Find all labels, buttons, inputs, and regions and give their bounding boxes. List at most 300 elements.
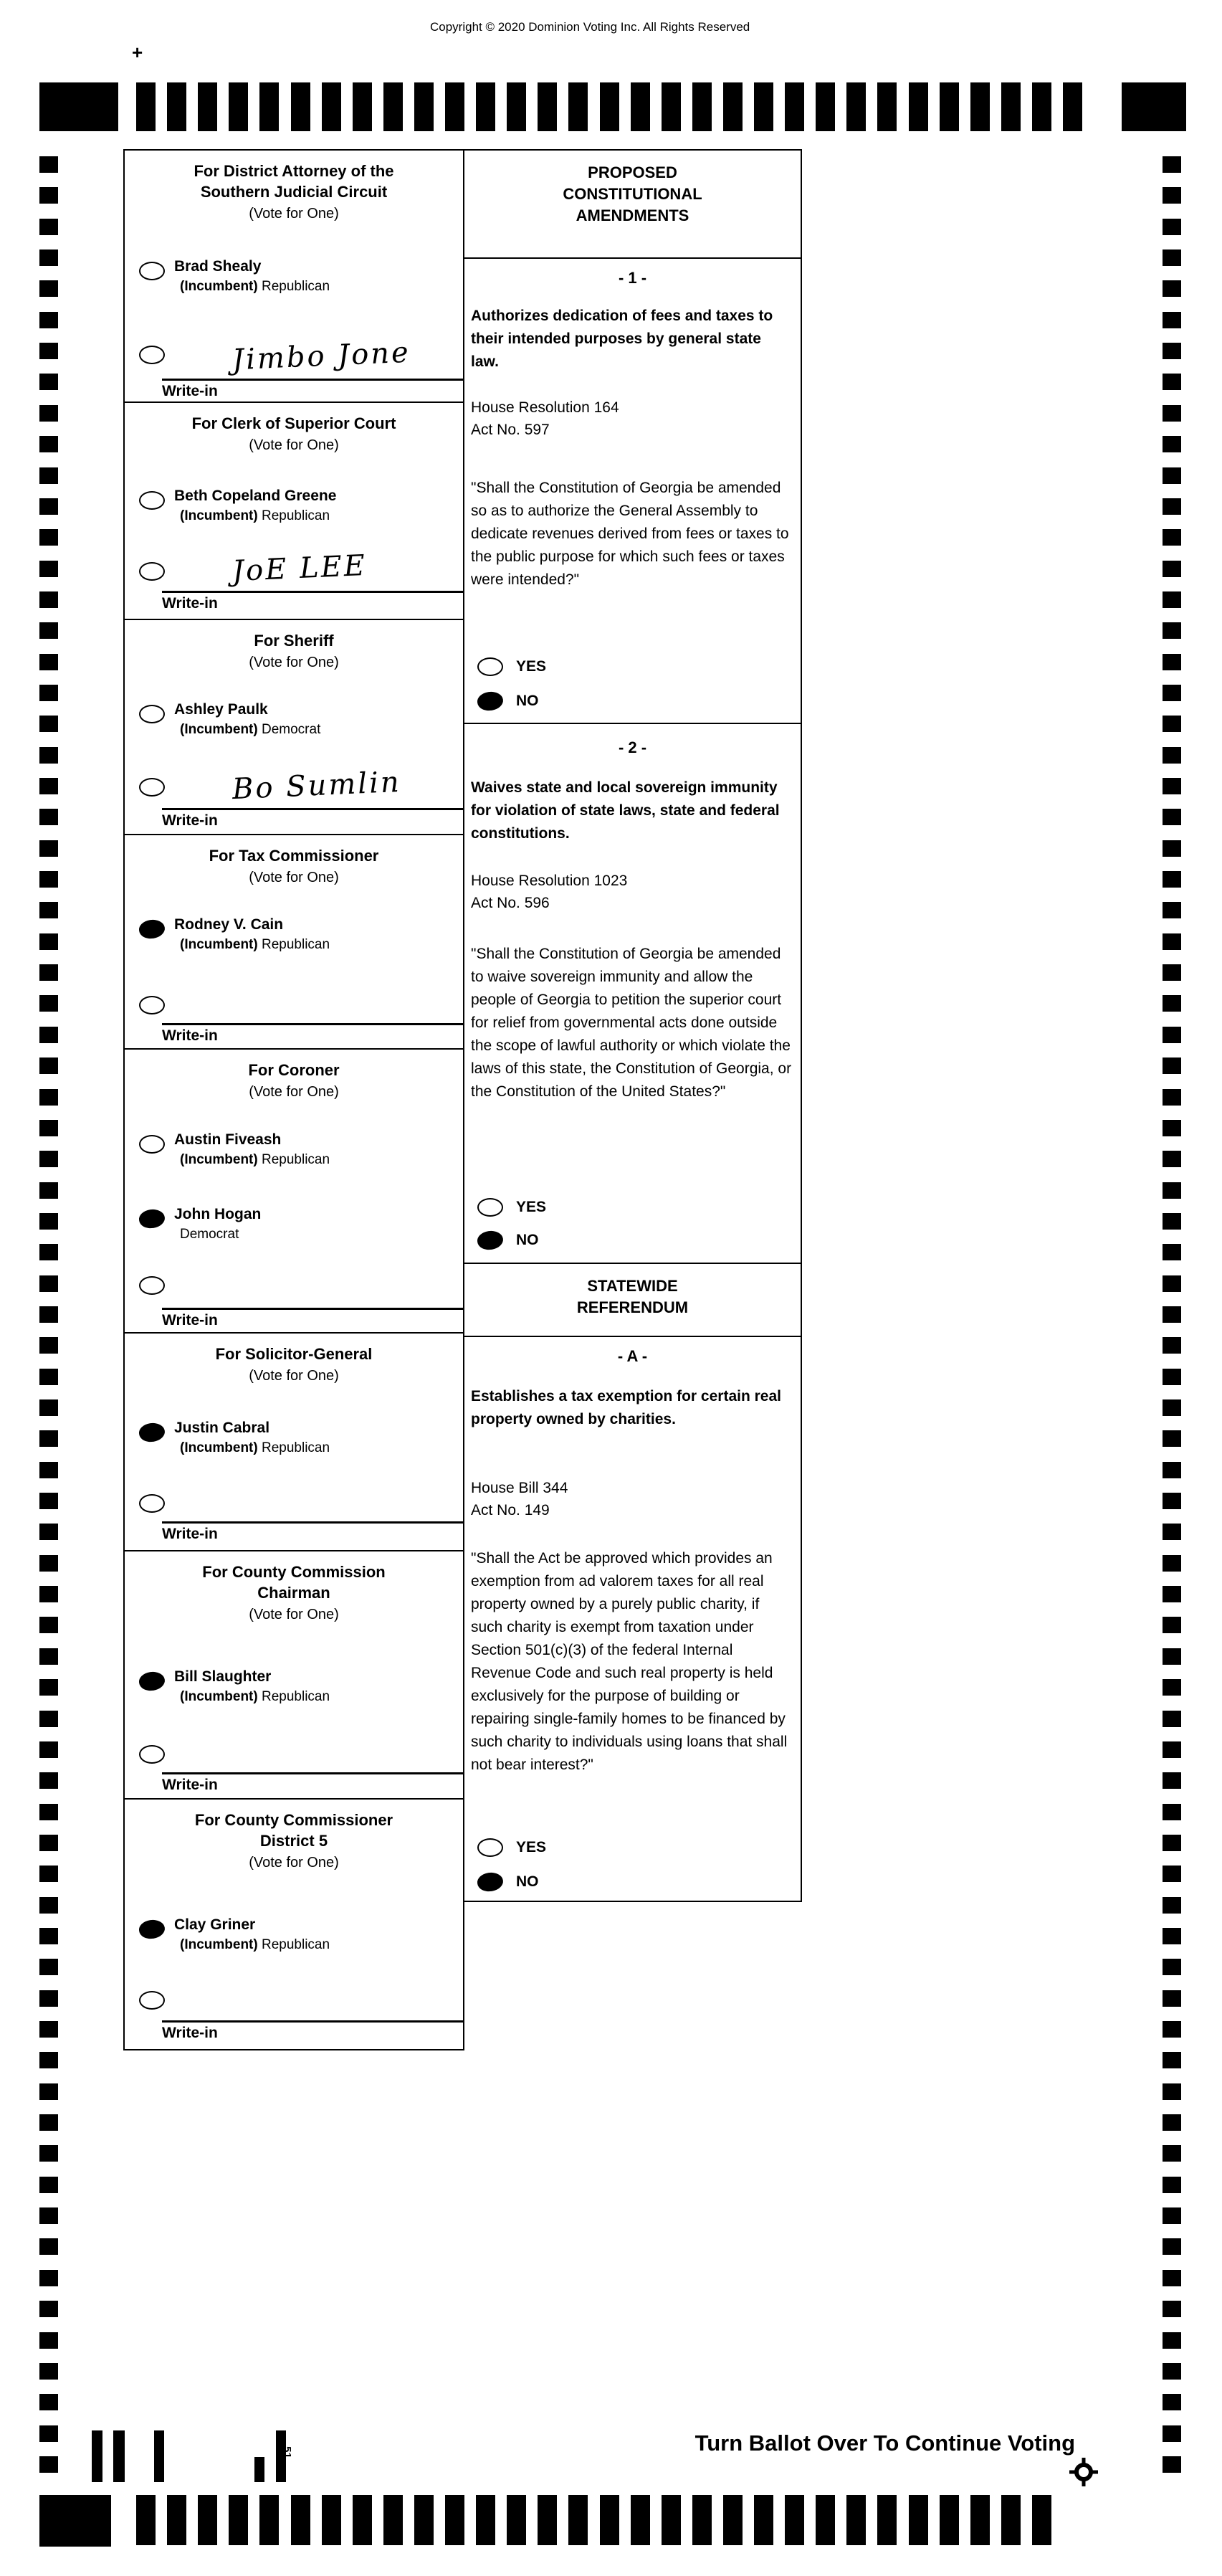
- timing-mark: [39, 82, 118, 131]
- incumbent-label: (Incumbent): [180, 1152, 258, 1167]
- timing-mark: [39, 685, 58, 701]
- timing-mark: [39, 2083, 58, 2100]
- timing-mark: [39, 1430, 58, 1447]
- oval-bill-slaughter[interactable]: [138, 1670, 166, 1693]
- measure-section-a: [464, 1337, 801, 1904]
- measure-reference: [471, 870, 792, 914]
- timing-mark: [1032, 2495, 1051, 2545]
- candidate-text: [174, 1668, 330, 1705]
- candidate-name: Bill Slaughter: [174, 1668, 272, 1685]
- race-section-for-solicitor-general: [125, 1334, 463, 1551]
- timing-mark: [1163, 1617, 1181, 1633]
- oval-austin-fiveash[interactable]: [139, 1135, 165, 1154]
- incumbent-label: (Incumbent): [180, 1689, 258, 1704]
- timing-mark: [1163, 374, 1181, 390]
- measure-reference: [471, 1477, 792, 1521]
- timing-mark: [322, 2495, 341, 2545]
- write-in-label: Write-in: [162, 2025, 218, 2041]
- timing-mark: [785, 82, 804, 131]
- timing-mark: [1163, 1027, 1181, 1043]
- timing-mark: [1163, 1399, 1181, 1416]
- timing-mark: [846, 2495, 866, 2545]
- write-in-line[interactable]: [162, 2020, 463, 2023]
- candidate-text: [174, 916, 330, 953]
- timing-mark: [39, 1772, 58, 1789]
- write-in-line[interactable]: [162, 1308, 463, 1310]
- race-title: For County Commissioner: [194, 1811, 393, 1829]
- candidate-party: [180, 1936, 330, 1953]
- timing-mark: [507, 2495, 526, 2545]
- timing-mark: [414, 2495, 434, 2545]
- timing-mark: [1032, 82, 1051, 131]
- race-title: For County Commission: [202, 1563, 386, 1581]
- timing-mark: [39, 809, 58, 825]
- timing-mark: [1163, 2363, 1181, 2380]
- timing-mark: [383, 2495, 403, 2545]
- timing-mark: [39, 1586, 58, 1602]
- measure-summary: Authorizes dedication of fees and taxes to their intended purposes by general state law.: [471, 308, 773, 370]
- section-heading-line: REFERENDUM: [576, 1298, 689, 1316]
- timing-mark: [39, 1337, 58, 1354]
- timing-mark: [970, 82, 990, 131]
- write-in-handwriting: JoE LEE: [231, 548, 368, 589]
- race-section-for-county-commission-chairman: [125, 1551, 463, 1800]
- timing-mark: [39, 2495, 111, 2547]
- timing-mark: [291, 82, 310, 131]
- write-in-handwriting: Jimbo Jone: [231, 336, 411, 377]
- candidate-party: [180, 721, 320, 738]
- timing-mark: [39, 529, 58, 546]
- measure-number: - 2 -: [618, 738, 647, 756]
- timing-mark: [39, 1306, 58, 1323]
- race-title: Chairman: [257, 1584, 330, 1602]
- timing-mark: [1163, 561, 1181, 577]
- race-header: [125, 835, 463, 888]
- timing-mark: [39, 1555, 58, 1572]
- oval-yes-a[interactable]: [477, 1838, 503, 1857]
- timing-mark: [1163, 2207, 1181, 2224]
- timing-mark: [877, 82, 897, 131]
- timing-mark: [1163, 902, 1181, 918]
- timing-mark: [723, 82, 743, 131]
- timing-mark: [167, 2495, 186, 2545]
- race-title: For Coroner: [248, 1061, 340, 1079]
- party-name: Republican: [262, 1689, 330, 1704]
- timing-mark: [600, 2495, 619, 2545]
- timing-mark: [39, 2394, 58, 2410]
- race-header: [125, 620, 463, 672]
- timing-mark: [1163, 2301, 1181, 2317]
- timing-mark: [1163, 280, 1181, 297]
- timing-mark: [39, 1089, 58, 1106]
- timing-mark: [39, 343, 58, 359]
- timing-mark: [909, 82, 928, 131]
- timing-mark: [445, 82, 464, 131]
- timing-mark: [1163, 343, 1181, 359]
- registration-plus-mark: +: [132, 42, 143, 63]
- timing-mark: [1163, 2052, 1181, 2068]
- timing-mark: [39, 1959, 58, 1975]
- measure-reference-line: Act No. 149: [471, 1502, 550, 1518]
- candidate-party: [180, 936, 330, 953]
- timing-mark: [1163, 498, 1181, 515]
- candidate-name: Justin Cabral: [174, 1420, 270, 1436]
- measure-reference-line: Act No. 596: [471, 895, 550, 911]
- timing-mark: [692, 82, 712, 131]
- timing-mark: [39, 249, 58, 266]
- timing-mark: [39, 219, 58, 235]
- timing-mark: [1163, 964, 1181, 981]
- timing-mark: [723, 2495, 743, 2545]
- no-label: NO: [516, 1873, 539, 1890]
- timing-mark: [1163, 1337, 1181, 1354]
- timing-mark: [816, 82, 835, 131]
- timing-mark: [39, 1835, 58, 1851]
- vote-for-instruction: (Vote for One): [249, 1607, 339, 1622]
- timing-mark: [1163, 1058, 1181, 1074]
- candidate-name: Brad Shealy: [174, 258, 262, 275]
- party-name: Republican: [262, 1937, 330, 1952]
- vote-for-instruction: (Vote for One): [249, 655, 339, 670]
- timing-mark: [39, 561, 58, 577]
- timing-mark: [1163, 467, 1181, 484]
- race-title: For Tax Commissioner: [209, 847, 379, 865]
- timing-mark: [39, 1399, 58, 1416]
- vote-for-instruction: (Vote for One): [249, 870, 339, 885]
- candidate-text: [174, 700, 320, 738]
- timing-mark: [39, 498, 58, 515]
- timing-mark: [259, 2495, 279, 2545]
- candidate-row: [139, 257, 459, 295]
- oval-no-a[interactable]: [476, 1871, 504, 1893]
- timing-mark: [1163, 1244, 1181, 1260]
- yes-row: [477, 1838, 546, 1857]
- write-in-line[interactable]: [162, 379, 463, 381]
- timing-mark: [229, 2495, 248, 2545]
- timing-mark: [1163, 1679, 1181, 1696]
- timing-mark: [39, 1866, 58, 1882]
- timing-mark: [136, 2495, 156, 2545]
- timing-mark: [39, 2052, 58, 2068]
- timing-mark: [1163, 1430, 1181, 1447]
- candidate-row: [139, 1131, 459, 1168]
- candidate-row: [139, 487, 459, 524]
- timing-mark: [39, 1928, 58, 1944]
- oval-rodney-v-cain[interactable]: [138, 918, 166, 941]
- yes-label: YES: [516, 658, 547, 675]
- timing-mark: [39, 2177, 58, 2193]
- write-in-line[interactable]: [162, 1772, 463, 1774]
- timing-mark: [414, 82, 434, 131]
- timing-mark: [1163, 1462, 1181, 1478]
- race-header: [125, 1334, 463, 1386]
- timing-mark: [39, 2301, 58, 2317]
- timing-mark: [1163, 654, 1181, 670]
- timing-mark: [1163, 1866, 1181, 1882]
- timing-mark: [1163, 405, 1181, 422]
- measure-reference-line: House Resolution 164: [471, 399, 619, 416]
- timing-mark: [1163, 2456, 1181, 2473]
- timing-mark: [1163, 591, 1181, 608]
- stub-bar: [154, 2430, 164, 2482]
- timing-mark: [1163, 1990, 1181, 2007]
- timing-mark: [1163, 747, 1181, 764]
- candidate-text: [174, 257, 330, 295]
- vote-for-instruction: (Vote for One): [249, 1855, 339, 1871]
- no-label: NO: [516, 1232, 539, 1248]
- timing-mark: [353, 82, 372, 131]
- write-in-label: Write-in: [162, 595, 218, 612]
- oval-write-in[interactable]: [139, 1494, 165, 1513]
- write-in-label: Write-in: [162, 812, 218, 829]
- candidate-party: [180, 1440, 330, 1456]
- candidate-text: [174, 487, 336, 524]
- timing-mark: [1163, 249, 1181, 266]
- candidate-party: [180, 1226, 261, 1242]
- timing-mark: [1163, 1151, 1181, 1167]
- timing-mark: [1063, 82, 1082, 131]
- timing-mark: [39, 933, 58, 950]
- timing-mark: [568, 2495, 588, 2545]
- timing-mark: [1163, 1306, 1181, 1323]
- oval-justin-cabral[interactable]: [138, 1422, 166, 1444]
- oval-clay-griner[interactable]: [138, 1919, 166, 1941]
- timing-mark: [39, 778, 58, 794]
- race-header: [125, 151, 463, 224]
- timing-mark: [1001, 2495, 1021, 2545]
- incumbent-label: (Incumbent): [180, 722, 258, 737]
- oval-yes-2[interactable]: [477, 1198, 503, 1217]
- candidate-name: Rodney V. Cain: [174, 916, 284, 933]
- write-in-line[interactable]: [162, 808, 463, 810]
- timing-mark: [39, 654, 58, 670]
- write-in-label: Write-in: [162, 383, 218, 399]
- oval-write-in[interactable]: [139, 1745, 165, 1764]
- candidate-races-column: [123, 149, 464, 2050]
- measure-reference-line: House Bill 344: [471, 1480, 568, 1496]
- candidate-party: [180, 1151, 330, 1168]
- stub-number: 51: [280, 2446, 293, 2458]
- incumbent-label: (Incumbent): [180, 279, 258, 294]
- yes-row: [477, 657, 546, 676]
- oval-ashley-paulk[interactable]: [139, 705, 165, 723]
- section-heading-line: AMENDMENTS: [576, 206, 689, 224]
- timing-mark: [1163, 1586, 1181, 1602]
- candidate-row: [139, 1668, 459, 1705]
- timing-mark: [1163, 2238, 1181, 2255]
- timing-mark: [39, 902, 58, 918]
- race-section-for-tax-commissioner: [125, 835, 463, 1050]
- timing-mark: [662, 82, 681, 131]
- timing-mark: [816, 2495, 835, 2545]
- timing-mark: [39, 747, 58, 764]
- stub-bar: [113, 2430, 125, 2482]
- section-heading-line: PROPOSED: [588, 163, 677, 181]
- candidate-text: [174, 1131, 330, 1168]
- timing-mark: [754, 82, 773, 131]
- timing-mark: [39, 1275, 58, 1292]
- candidate-text: [174, 1916, 330, 1953]
- timing-mark: [1163, 2332, 1181, 2349]
- race-title: For Sheriff: [254, 632, 334, 650]
- timing-mark: [39, 1369, 58, 1385]
- timing-mark: [39, 1648, 58, 1665]
- timing-mark: [39, 1151, 58, 1167]
- oval-no-2[interactable]: [476, 1230, 504, 1252]
- timing-mark: [538, 82, 557, 131]
- timing-mark: [39, 1741, 58, 1758]
- timing-mark: [198, 2495, 217, 2545]
- vote-for-instruction: (Vote for One): [249, 1368, 339, 1384]
- write-in-line[interactable]: [162, 591, 463, 593]
- measure-summary: Waives state and local sovereign immunity for violation of state laws, state and federal constitutions.: [471, 779, 780, 842]
- timing-mark: [39, 1897, 58, 1914]
- section-heading-line: STATEWIDE: [587, 1277, 678, 1295]
- timing-mark: [39, 2270, 58, 2286]
- race-title: For Clerk of Superior Court: [191, 414, 396, 432]
- party-name: Republican: [262, 1440, 330, 1455]
- timing-mark: [1163, 1120, 1181, 1136]
- timing-mark: [1163, 1711, 1181, 1727]
- oval-yes-1[interactable]: [477, 657, 503, 676]
- oval-write-in[interactable]: [139, 346, 165, 364]
- timing-mark: [39, 840, 58, 857]
- timing-mark: [970, 2495, 990, 2545]
- race-header: [125, 1800, 463, 1873]
- timing-mark: [1163, 529, 1181, 546]
- timing-mark: [877, 2495, 897, 2545]
- oval-brad-shealy[interactable]: [139, 262, 165, 280]
- timing-mark: [1163, 716, 1181, 732]
- oval-no-1[interactable]: [476, 690, 504, 713]
- timing-mark: [476, 2495, 495, 2545]
- timing-mark: [39, 1493, 58, 1509]
- write-in-label: Write-in: [162, 1312, 218, 1329]
- stub-bar: [254, 2457, 264, 2482]
- candidate-name: Beth Copeland Greene: [174, 488, 337, 504]
- timing-mark: [1163, 995, 1181, 1012]
- timing-mark: [600, 82, 619, 131]
- timing-mark: [692, 2495, 712, 2545]
- timing-mark: [1163, 436, 1181, 452]
- yes-label: YES: [516, 1839, 547, 1855]
- timing-mark: [568, 82, 588, 131]
- write-in-line[interactable]: [162, 1521, 463, 1524]
- timing-mark: [39, 2145, 58, 2162]
- oval-beth-copeland-greene[interactable]: [139, 491, 165, 510]
- candidate-row: [139, 916, 459, 953]
- oval-john-hogan[interactable]: [138, 1208, 166, 1230]
- race-section-for-coroner: [125, 1050, 463, 1334]
- timing-mark: [1163, 840, 1181, 857]
- section-heading-line: CONSTITUTIONAL: [563, 185, 702, 203]
- candidate-name: John Hogan: [174, 1206, 262, 1222]
- timing-mark: [662, 2495, 681, 2545]
- timing-mark: [39, 716, 58, 732]
- timing-mark: [39, 2207, 58, 2224]
- timing-mark: [39, 2456, 58, 2473]
- timing-mark: [1163, 1182, 1181, 1199]
- incumbent-label: (Incumbent): [180, 508, 258, 523]
- race-title: District 5: [259, 1832, 328, 1850]
- timing-mark: [754, 2495, 773, 2545]
- candidate-row: [139, 1419, 459, 1456]
- measure-number: - A -: [617, 1347, 648, 1365]
- timing-mark: [631, 2495, 650, 2545]
- timing-mark: [1163, 1959, 1181, 1975]
- oval-write-in[interactable]: [139, 1276, 165, 1295]
- timing-mark: [39, 995, 58, 1012]
- timing-mark: [39, 405, 58, 422]
- timing-mark: [1163, 1772, 1181, 1789]
- oval-write-in[interactable]: [139, 1991, 165, 2010]
- amendments-header: [464, 151, 801, 259]
- timing-mark: [39, 964, 58, 981]
- timing-mark: [39, 622, 58, 639]
- timing-mark: [1163, 312, 1181, 328]
- timing-mark: [1163, 2114, 1181, 2131]
- yes-row: [477, 1198, 546, 1217]
- measure-reference-line: House Resolution 1023: [471, 873, 628, 889]
- incumbent-label: (Incumbent): [180, 1937, 258, 1952]
- party-name: Republican: [262, 1152, 330, 1167]
- timing-mark: [39, 1990, 58, 2007]
- measure-reference-line: Act No. 597: [471, 422, 550, 438]
- timing-mark: [167, 82, 186, 131]
- timing-mark: [1163, 778, 1181, 794]
- timing-mark: [39, 187, 58, 204]
- candidate-name: Clay Griner: [174, 1916, 256, 1933]
- candidate-row: [139, 700, 459, 738]
- timing-mark: [507, 82, 526, 131]
- turn-ballot-over-text: Turn Ballot Over To Continue Voting: [694, 2430, 1075, 2456]
- measure-section-2: [464, 724, 801, 1264]
- timing-mark: [445, 2495, 464, 2545]
- timing-mark: [631, 82, 650, 131]
- candidate-name: Ashley Paulk: [174, 701, 268, 718]
- measure-summary: Establishes a tax exemption for certain real property owned by charities.: [471, 1388, 782, 1427]
- race-title: Southern Judicial Circuit: [200, 183, 388, 201]
- measure-section-1: [464, 259, 801, 724]
- timing-mark: [39, 2238, 58, 2255]
- candidate-party: [180, 508, 336, 524]
- timing-mark: [39, 374, 58, 390]
- measures-column: [463, 149, 802, 1902]
- timing-mark: [39, 156, 58, 173]
- measure-number: - 1 -: [618, 269, 647, 287]
- copyright-text: Copyright © 2020 Dominion Voting Inc. All Rights Reserved: [430, 20, 750, 34]
- timing-mark: [1163, 2145, 1181, 2162]
- party-name: Republican: [262, 279, 330, 294]
- oval-write-in[interactable]: [139, 778, 165, 797]
- timing-mark: [1163, 1804, 1181, 1820]
- timing-mark: [39, 591, 58, 608]
- timing-mark: [39, 1027, 58, 1043]
- no-row: [477, 692, 539, 710]
- no-row: [477, 1873, 539, 1891]
- timing-mark: [291, 2495, 310, 2545]
- oval-write-in[interactable]: [139, 996, 165, 1014]
- timing-mark: [383, 82, 403, 131]
- write-in-line[interactable]: [162, 1023, 463, 1025]
- timing-mark: [1163, 871, 1181, 888]
- timing-mark: [198, 82, 217, 131]
- timing-mark: [1122, 82, 1186, 131]
- no-label: NO: [516, 693, 539, 709]
- oval-write-in[interactable]: [139, 562, 165, 581]
- registration-target-icon: [1068, 2456, 1099, 2488]
- timing-mark: [39, 2114, 58, 2131]
